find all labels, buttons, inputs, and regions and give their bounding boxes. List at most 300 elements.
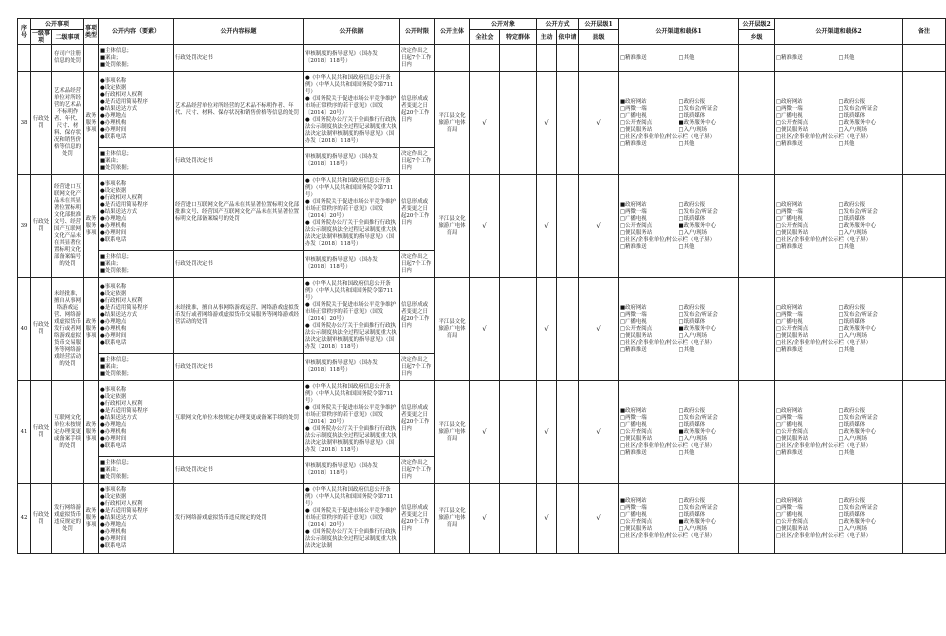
- channel-option: □两微一端: [620, 504, 647, 511]
- channel-option: ■政务服务中心: [678, 428, 716, 435]
- content-item: ●事项名称: [100, 487, 127, 493]
- level2-cell: 存司户注册信息的处罚: [52, 45, 84, 72]
- basis-cell: 审核制度的指导意见》（国办发〔2018〕118号）: [304, 354, 400, 381]
- channel-line: [620, 436, 737, 443]
- channel-option: □公开查阅点: [620, 222, 653, 229]
- seq-cell: 40: [18, 278, 31, 381]
- channel-option: □公开查阅点: [776, 222, 809, 229]
- content-cell: [99, 175, 174, 251]
- content-item: ●设定依据: [100, 291, 127, 297]
- channel-line: [620, 347, 737, 354]
- channel-option: □公开查阅点: [776, 325, 809, 332]
- channel-option: □政务服务中心: [838, 222, 876, 229]
- seq-cell: 38: [18, 72, 31, 175]
- time-cell: 决定作出之日起7个工作日内: [400, 457, 435, 484]
- basis-item: ●《国务院关于促进市场公平竞争维护市场正常秩序的若干意见》（国发〔2014〕20号）: [305, 508, 396, 528]
- content-item: ●结果送达方式: [100, 312, 138, 318]
- content-cell: [99, 354, 174, 381]
- channel-option: □发布会/听证会: [838, 105, 878, 112]
- content-item: ●是否适用简易程序: [100, 305, 148, 311]
- channel-option: ■政府网站: [620, 98, 647, 105]
- content-item: ●结果送达方式: [100, 209, 138, 215]
- basis-item: ●《国务院办公厅关于全面推行行政执法公示制度执法全过程记录制度重大执法决定法制: [305, 529, 397, 549]
- content-item: ■处罚依据；: [100, 61, 133, 68]
- channel-option: □政府网站: [776, 98, 803, 105]
- active-check-cell: √: [537, 175, 557, 278]
- channel-option: □政务服务中心: [838, 325, 876, 332]
- channel1-cell: [619, 381, 739, 484]
- remark-cell: [903, 72, 946, 175]
- channel-option: □发布会/听证会: [678, 208, 718, 215]
- basis-cell: [304, 175, 400, 251]
- type-cell: 政务服务事项: [84, 72, 99, 175]
- county-check-cell: √: [579, 175, 619, 278]
- type-cell: [84, 45, 99, 72]
- channel-option: □精准推送: [776, 346, 803, 353]
- active-check-cell: √: [537, 381, 557, 484]
- channel-option: □两微一端: [620, 105, 647, 112]
- channel2-cell: [775, 278, 903, 381]
- header-title: 公开内容标题: [174, 19, 304, 45]
- active-check-cell: √: [537, 484, 557, 554]
- title-cell: 行政处罚决定书: [174, 45, 304, 72]
- seq-cell: 41: [18, 381, 31, 484]
- channel-line: [776, 134, 901, 141]
- content-item: ●结果送达方式: [100, 515, 138, 521]
- channel-line: [776, 340, 901, 347]
- channel-option: □政府公报: [838, 304, 866, 311]
- apply-check-cell: [557, 72, 579, 175]
- basis-item: ●《中华人民共和国政府信息公开条例》（中华人民共和国国务院令第711号）: [305, 74, 394, 95]
- channel-option: ■政府网站: [620, 201, 647, 208]
- channel-line: [776, 443, 901, 450]
- header-level2: 二级事项: [52, 30, 84, 45]
- seq-cell: [18, 45, 31, 72]
- content-item: ■处罚依据；: [100, 267, 133, 274]
- table-row: [18, 175, 946, 251]
- content-item: ●是否适用简易程序: [100, 99, 148, 105]
- channel-line: [620, 408, 737, 415]
- channel-option: □两微一端: [776, 414, 803, 421]
- channel-option: □公开查阅点: [776, 119, 809, 126]
- title-cell: 行政处罚决定书: [174, 457, 304, 484]
- channel-line: [776, 141, 901, 148]
- channel-line: [620, 326, 737, 333]
- channel-line: [776, 305, 901, 312]
- channel-option: □纸质媒体: [838, 421, 866, 428]
- channel-option: □入户/现场: [678, 332, 708, 339]
- county-check-cell: √: [579, 278, 619, 381]
- channel-option: □政府网站: [776, 497, 803, 504]
- channel-line: [776, 216, 901, 223]
- header-active: 主动: [537, 30, 557, 45]
- channel-option: □精准推送: [776, 449, 803, 456]
- header-content: 公开内容（要素）: [99, 19, 174, 45]
- channel-option: □发布会/听证会: [838, 208, 878, 215]
- county-check-cell: √: [579, 381, 619, 484]
- channel-option: □发布会/听证会: [678, 311, 718, 318]
- channel-line: [620, 113, 737, 120]
- channel-option: □便民服务站: [620, 435, 653, 442]
- channel-option: □社区/企事业单位/村公示栏（电子屏）: [776, 532, 872, 539]
- specific-check-cell: [500, 484, 537, 554]
- channel-option: □入户/现场: [838, 332, 868, 339]
- basis-item: ●《国务院关于促进市场公平竞争维护市场正常秩序的若干意见》（国发〔2014〕20号）: [305, 404, 396, 425]
- channel-line: [620, 244, 737, 251]
- header-remark: 备注: [903, 19, 946, 45]
- channel-line: [776, 127, 901, 134]
- blank-cell: [579, 45, 619, 72]
- content-item: ■主体信息；: [100, 253, 133, 260]
- channel-line: [776, 237, 901, 244]
- title-cell: 行政处罚决定书: [174, 251, 304, 278]
- content-cell: [99, 278, 174, 354]
- content-cell: [99, 72, 174, 148]
- channel-option: □政府公报: [678, 497, 706, 504]
- content-item: ●结果送达方式: [100, 415, 138, 421]
- channel-line: [776, 319, 901, 326]
- basis-item: ●《国务院办公厅关于全面推行行政执法公示制度执法全过程记录制度重大执法决定法制审核制度的指导意见》（国办发〔2018〕118号）: [305, 322, 397, 350]
- channel-option: □其他: [838, 449, 855, 456]
- content-item: ●办理机构: [100, 429, 127, 435]
- channel-option: □广播电视: [620, 511, 647, 518]
- channel-option: □两微一端: [620, 414, 647, 421]
- channel-line: [620, 519, 737, 526]
- channel-line: [620, 422, 737, 429]
- type-cell: 政务服务事项: [84, 484, 99, 554]
- channel-line: [776, 533, 901, 540]
- basis-cell: [304, 278, 400, 354]
- channel-option: □入户/现场: [838, 126, 868, 133]
- header-object: 公开对象: [470, 19, 537, 30]
- content-item: ●办理时间: [100, 127, 127, 133]
- content-item: ■案由；: [100, 363, 122, 370]
- channel-option: □纸质媒体: [678, 112, 706, 119]
- channel-option: □公开查阅点: [620, 428, 653, 435]
- channel-option: □精准推送: [620, 449, 647, 456]
- channel-option: □发布会/听证会: [838, 311, 878, 318]
- content-item: ■主体信息；: [100, 47, 133, 54]
- content-item: ●办理时间: [100, 333, 127, 339]
- content-item: ●联系电话: [100, 134, 127, 140]
- title-cell: 行政处罚决定书: [174, 148, 304, 175]
- layer2-cell: [739, 45, 775, 72]
- time-cell: 决定作出之日起7个工作日内: [400, 251, 435, 278]
- channel-option: □两微一端: [776, 311, 803, 318]
- content-item: ■案由；: [100, 54, 122, 61]
- content-item: ●办理地点: [100, 422, 127, 428]
- channel-option: ■政务服务中心: [678, 222, 716, 229]
- content-item: ●行政相对人权利: [100, 195, 143, 201]
- basis-cell: 审核制度的指导意见》（国办发〔2018〕118号）: [304, 251, 400, 278]
- content-item: ●是否适用简易程序: [100, 408, 148, 414]
- channel-option: □广播电视: [776, 511, 803, 518]
- channel-option: □广播电视: [776, 318, 803, 325]
- township-check-cell: [739, 381, 775, 484]
- channel-line: [620, 106, 737, 113]
- basis-cell: 审核制度的指导意见》（国办发〔2018〕118号）: [304, 45, 400, 72]
- channel-option: □发布会/听证会: [678, 504, 718, 511]
- remark-cell: [903, 278, 946, 381]
- content-item: ●办理时间: [100, 436, 127, 442]
- channel-line: [620, 223, 737, 230]
- time-cell: 信息形成或者变更之日起20个工作日内: [400, 72, 435, 148]
- channel-option: □入户/现场: [838, 229, 868, 236]
- content-item: ●事项名称: [100, 78, 127, 84]
- all-check-cell: √: [470, 72, 500, 175]
- time-cell: 信息形成或者变更之日起20个工作日内: [400, 175, 435, 251]
- channel-option: □便民服务站: [620, 126, 653, 133]
- channel-option: □社区/企事业单位/村公示栏（电子屏）: [776, 442, 872, 449]
- channel-option: □精准推送: [776, 243, 803, 250]
- header-channel2: 公开渠道和载体2: [775, 19, 903, 45]
- table-row: [18, 72, 946, 148]
- basis-cell: 审核制度的指导意见》（国办发〔2018〕118号）: [304, 148, 400, 175]
- content-item: ●事项名称: [100, 387, 127, 393]
- channel-line: [776, 312, 901, 319]
- title-cell: 经营进口互联网文化产品未在其显著位置标明文化部批准文号、经营国产互联网文化产品未在其显著位置标明文化部备案编号的处罚: [174, 175, 304, 251]
- township-check-cell: [739, 484, 775, 554]
- channel2-cell: [775, 381, 903, 484]
- header-level1: 一级事项: [32, 30, 51, 44]
- channel-option: □纸质媒体: [838, 318, 866, 325]
- channel-option: □公开查阅点: [776, 518, 809, 525]
- channel-option: □广播电视: [620, 318, 647, 325]
- content-item: ■主体信息；: [100, 150, 133, 157]
- content-item: ●办理时间: [100, 536, 127, 542]
- channel-line: [620, 99, 737, 106]
- subject-cell: 平江县文化旅游广电体育局: [435, 484, 470, 554]
- header-seq: 序号: [18, 19, 31, 45]
- channel-option: □两微一端: [620, 208, 647, 215]
- channel-option: □便民服务站: [620, 525, 653, 532]
- active-check-cell: √: [537, 278, 557, 381]
- content-item: ●联系电话: [100, 543, 127, 549]
- basis-item: ●《国务院办公厅关于全面推行行政执法公示制度执法全过程记录制度重大执法决定法制审核制度的指导意见》（国办发〔2018〕118号）: [305, 116, 397, 144]
- header-all: 全社会: [470, 30, 500, 45]
- channel-line: [620, 55, 737, 62]
- channel-option: □社区/企事业单位/村公示栏（电子屏）: [620, 442, 716, 449]
- channel-line: [620, 319, 737, 326]
- channel-option: □其他: [678, 449, 695, 456]
- channel-option: □精准推送: [620, 243, 647, 250]
- channel-option: □便民服务站: [776, 525, 809, 532]
- basis-item: ●《中华人民共和国政府信息公开条例》（中华人民共和国国务院令第711号）: [305, 383, 394, 404]
- channel-line: [776, 55, 901, 62]
- channel-option: □政府公报: [838, 98, 866, 105]
- content-item: ●办理机构: [100, 529, 127, 535]
- channel-option: □广播电视: [776, 112, 803, 119]
- disclosure-table: [17, 18, 946, 554]
- basis-item: ●《国务院关于促进市场公平竞争维护市场正常秩序的若干意见》（国发〔2014〕20号）: [305, 95, 396, 116]
- header-specific: 特定群体: [500, 30, 537, 45]
- channel-option: □入户/现场: [678, 525, 708, 532]
- channel-line: [776, 519, 901, 526]
- channel-line: [776, 209, 901, 216]
- county-check-cell: √: [579, 484, 619, 554]
- level2-cell: 互联网文化单位未按规定办理变更或备案手续的处罚: [52, 381, 84, 484]
- channel-line: [620, 312, 737, 319]
- header-channel1: 公开渠道和载体1: [619, 19, 739, 45]
- channel-option: □纸质媒体: [678, 511, 706, 518]
- header-apply: 依申请: [557, 30, 579, 45]
- content-item: ●办理地点: [100, 522, 127, 528]
- channel-line: [620, 230, 737, 237]
- content-item: ■处罚依据；: [100, 164, 133, 171]
- content-item: ●办理机构: [100, 120, 127, 126]
- remark-cell: [903, 484, 946, 554]
- channel-option: □发布会/听证会: [838, 504, 878, 511]
- table-row: [18, 278, 946, 354]
- channel-option: □纸质媒体: [838, 112, 866, 119]
- table-row: [18, 381, 946, 457]
- channel-option: □两微一端: [620, 311, 647, 318]
- content-item: ●联系电话: [100, 443, 127, 449]
- content-item: ●结果送达方式: [100, 106, 138, 112]
- channel2-cell: [775, 72, 903, 175]
- blank-cell: [537, 45, 557, 72]
- channel-option: □社区/企事业单位/村公示栏（电子屏）: [620, 133, 716, 140]
- channel-line: [620, 443, 737, 450]
- channel-option: □政府公报: [678, 407, 706, 414]
- level1-cell: 行政处罚: [31, 484, 52, 554]
- content-item: ●行政相对人权利: [100, 92, 143, 98]
- title-cell: 发行网络游戏虚拟货币违反规定的处罚: [174, 484, 304, 554]
- header-public-item: 公开事项: [31, 19, 84, 30]
- content-item: ●是否适用简易程序: [100, 508, 148, 514]
- basis-item: ●《国务院办公厅关于全面推行行政执法公示制度执法全过程记录制度重大执法决定法制审核制度的指导意见》（国办发〔2018〕118号）: [305, 219, 397, 247]
- content-item: ■案由；: [100, 260, 122, 267]
- channel-line: [776, 202, 901, 209]
- content-item: ●联系电话: [100, 237, 127, 243]
- basis-item: ●《国务院关于促进市场公平竞争维护市场正常秩序的若干意见》（国发〔2014〕20号）: [305, 198, 396, 219]
- level1-cell: 行政处罚: [31, 278, 52, 381]
- active-check-cell: √: [537, 72, 557, 175]
- subject-cell: 平江县文化旅游广电体育局: [435, 72, 470, 175]
- all-check-cell: √: [470, 175, 500, 278]
- channel-option: □便民服务站: [776, 126, 809, 133]
- content-item: ●办理机构: [100, 223, 127, 229]
- township-check-cell: [739, 72, 775, 175]
- channel-option: □入户/现场: [678, 126, 708, 133]
- channel1-cell: [619, 175, 739, 278]
- channel1-cell: [619, 45, 739, 72]
- channel-option: □纸质媒体: [678, 421, 706, 428]
- channel-line: [620, 141, 737, 148]
- type-cell: 政务服务事项: [84, 175, 99, 278]
- apply-check-cell: [557, 175, 579, 278]
- content-item: ■主体信息；: [100, 459, 133, 466]
- channel-option: □入户/现场: [678, 435, 708, 442]
- content-cell: [99, 251, 174, 278]
- channel-line: [620, 340, 737, 347]
- header-method: 公开方式: [537, 19, 579, 30]
- basis-item: ●《中华人民共和国政府信息公开条例》（中华人民共和国国务院令第711号）: [305, 280, 394, 301]
- channel-option: □其他: [678, 243, 695, 250]
- content-item: ●办理机构: [100, 326, 127, 332]
- channel-line: [776, 408, 901, 415]
- seq-cell: 42: [18, 484, 31, 554]
- channel-line: [776, 244, 901, 251]
- content-item: ●办理地点: [100, 113, 127, 119]
- level1-cell: 行政处罚: [31, 175, 52, 278]
- content-item: ●设定依据: [100, 85, 127, 91]
- content-item: ■案由；: [100, 157, 122, 164]
- channel-option: □便民服务站: [776, 435, 809, 442]
- channel-option: □广播电视: [776, 421, 803, 428]
- channel-option: □社区/企事业单位/村公示栏（电子屏）: [620, 236, 716, 243]
- channel-option: □精准推送: [776, 140, 803, 147]
- content-item: ●行政相对人权利: [100, 298, 143, 304]
- content-item: ●事项名称: [100, 284, 127, 290]
- channel-option: □其他: [678, 346, 695, 353]
- channel-option: ■政务服务中心: [678, 518, 716, 525]
- channel-line: [620, 450, 737, 457]
- time-cell: 信息形成或者变更之日起20个工作日内: [400, 381, 435, 457]
- basis-cell: [304, 381, 400, 457]
- channel-option: □纸质媒体: [678, 318, 706, 325]
- apply-check-cell: [557, 484, 579, 554]
- channel-option: □精准推送: [620, 346, 647, 353]
- level2-cell: 发行网络游戏虚拟货币违反规定的处罚: [52, 484, 84, 554]
- type-cell: 政务服务事项: [84, 278, 99, 381]
- channel-option: □政府网站: [776, 407, 803, 414]
- channel-option: □政府公报: [838, 201, 866, 208]
- channel-option: □其他: [838, 140, 855, 147]
- channel-option: □政府公报: [678, 201, 706, 208]
- channel-line: [776, 230, 901, 237]
- header-basis: 公开依据: [304, 19, 400, 45]
- basis-cell: 审核制度的指导意见》（国办发〔2018〕118号）: [304, 457, 400, 484]
- channel-option: □社区/企事业单位/村公示栏（电子屏）: [776, 133, 872, 140]
- channel2-cell: [775, 175, 903, 278]
- channel-line: [620, 127, 737, 134]
- level1-cell: [31, 45, 52, 72]
- channel-line: [620, 429, 737, 436]
- level1-cell: 行政处罚: [31, 72, 52, 175]
- channel-option: □政府公报: [838, 407, 866, 414]
- channel-option: □政府公报: [678, 304, 706, 311]
- type-cell: 政务服务事项: [84, 381, 99, 484]
- channel-option: □公开查阅点: [620, 119, 653, 126]
- specific-check-cell: [500, 72, 537, 175]
- header-time: 公开时限: [400, 19, 435, 45]
- channel-option: □政府网站: [776, 201, 803, 208]
- channel-line: [776, 99, 901, 106]
- channel-option: □政府公报: [838, 497, 866, 504]
- time-cell: 信息形成或者变更之日起20个工作日内: [400, 278, 435, 354]
- channel-line: [776, 106, 901, 113]
- content-item: ●联系电话: [100, 340, 127, 346]
- time-cell: 决定作出之日起7个工作日内: [400, 148, 435, 175]
- channel-line: [620, 512, 737, 519]
- channel-option: ■政务服务中心: [678, 325, 716, 332]
- time-cell: 决定作出之日起7个工作日内: [400, 354, 435, 381]
- remark-cell: [903, 175, 946, 278]
- channel-line: [776, 326, 901, 333]
- content-item: ■案由；: [100, 466, 122, 473]
- channel-option: □公开查阅点: [620, 518, 653, 525]
- all-check-cell: √: [470, 278, 500, 381]
- content-item: ●办理地点: [100, 319, 127, 325]
- channel-option: ■政府网站: [620, 304, 647, 311]
- channel-line: [776, 333, 901, 340]
- channel-option: □发布会/听证会: [678, 105, 718, 112]
- specific-check-cell: [500, 381, 537, 484]
- basis-cell: [304, 484, 400, 554]
- content-item: ●设定依据: [100, 188, 127, 194]
- content-item: ●办理时间: [100, 230, 127, 236]
